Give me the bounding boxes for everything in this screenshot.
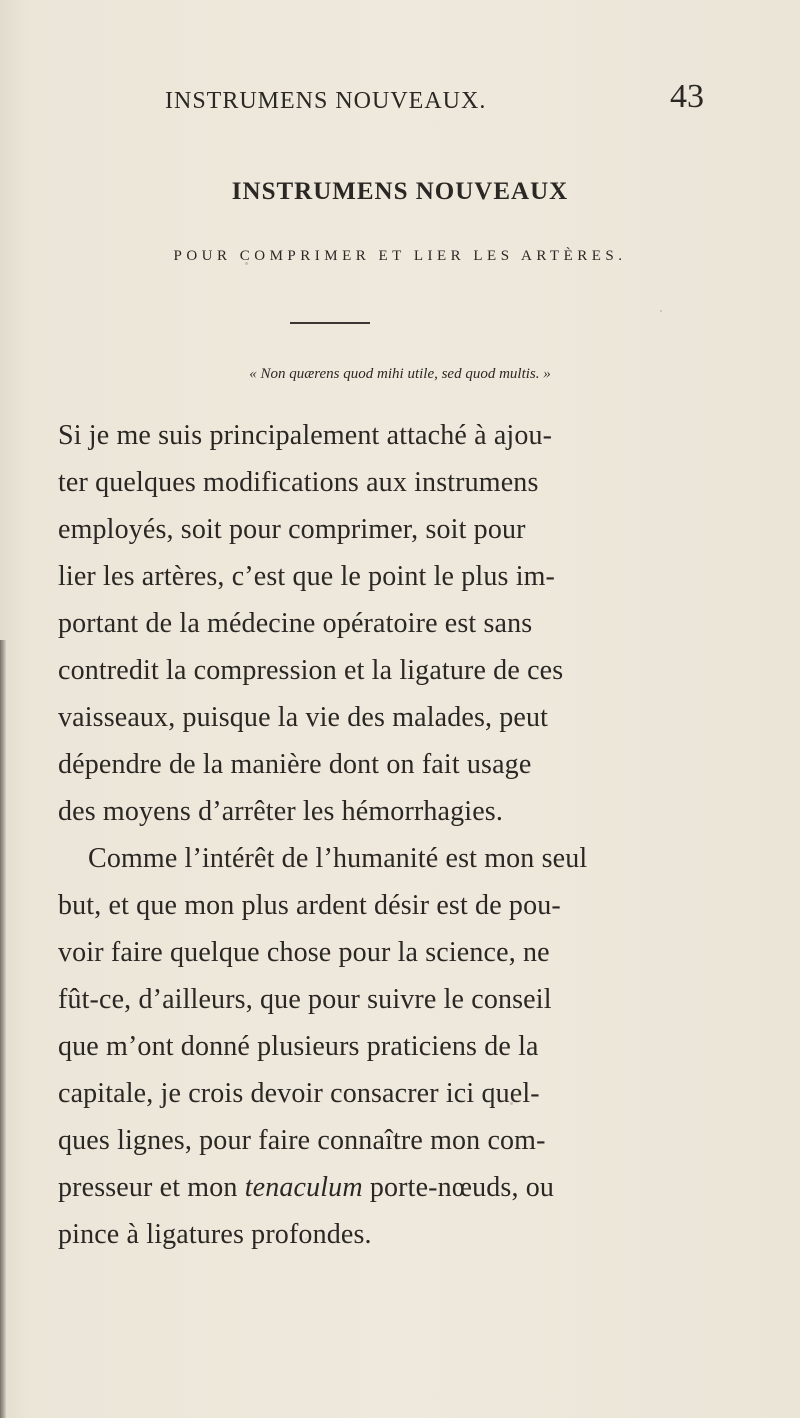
running-head: INSTRUMENS NOUVEAUX. (165, 88, 487, 114)
text-line: lier les artères, c’est que le point le plus im- (58, 561, 556, 592)
text-line: employés, soit pour comprimer, soit pour (58, 514, 526, 545)
paper-speck (305, 1238, 307, 1240)
text-segment: porte-nœuds, ou (369, 1172, 555, 1203)
text-line: ques lignes, pour faire connaître mon com- (58, 1125, 546, 1156)
text-line: dépendre de la manière dont on fait usage (58, 749, 532, 780)
page-number: 43 (670, 78, 704, 115)
text-segment: presseur et mon (58, 1172, 238, 1203)
text-line: pince à ligatures profondes. (58, 1219, 372, 1250)
binding-edge (0, 640, 6, 1418)
text-line: ter quelques modifications aux instrumens (58, 467, 539, 498)
text-line: capitale, je crois devoir consacrer ici quel- (58, 1078, 540, 1109)
text-line: vaisseaux, puisque la vie des malades, peut (58, 702, 549, 733)
text-line: but, et que mon plus ardent désir est de pou- (58, 890, 561, 921)
text-line: portant de la médecine opératoire est sans (58, 608, 533, 639)
epigraph: « Non quærens quod mihi utile, sed quod multis. » (249, 366, 551, 382)
text-line: des moyens d’arrêter les hémorrhagies. (58, 796, 503, 827)
body-text (58, 412, 788, 1258)
italic-term: tenaculum (244, 1172, 363, 1203)
paper-speck (660, 310, 662, 312)
paragraph-start-line: Comme l’intérêt de l’humanité est mon seul (88, 843, 588, 874)
paper-speck (510, 1102, 513, 1105)
text-line: Si je me suis principalement attaché à ajou- (58, 420, 553, 451)
section-title: INSTRUMENS NOUVEAUX (231, 178, 569, 205)
text-line-mixed (58, 1164, 788, 1211)
section-subtitle: POUR COMPRIMER ET LIER LES ARTÈRES. (173, 248, 627, 264)
text-line: contredit la compression et la ligature de ces (58, 655, 564, 686)
text-line: voir faire quelque chose pour la science, ne (58, 937, 550, 968)
text-line: que m’ont donné plusieurs praticiens de la (58, 1031, 539, 1062)
title-rule (290, 322, 370, 324)
paper-speck (245, 262, 248, 265)
text-line: fût-ce, d’ailleurs, que pour suivre le conseil (58, 984, 552, 1015)
